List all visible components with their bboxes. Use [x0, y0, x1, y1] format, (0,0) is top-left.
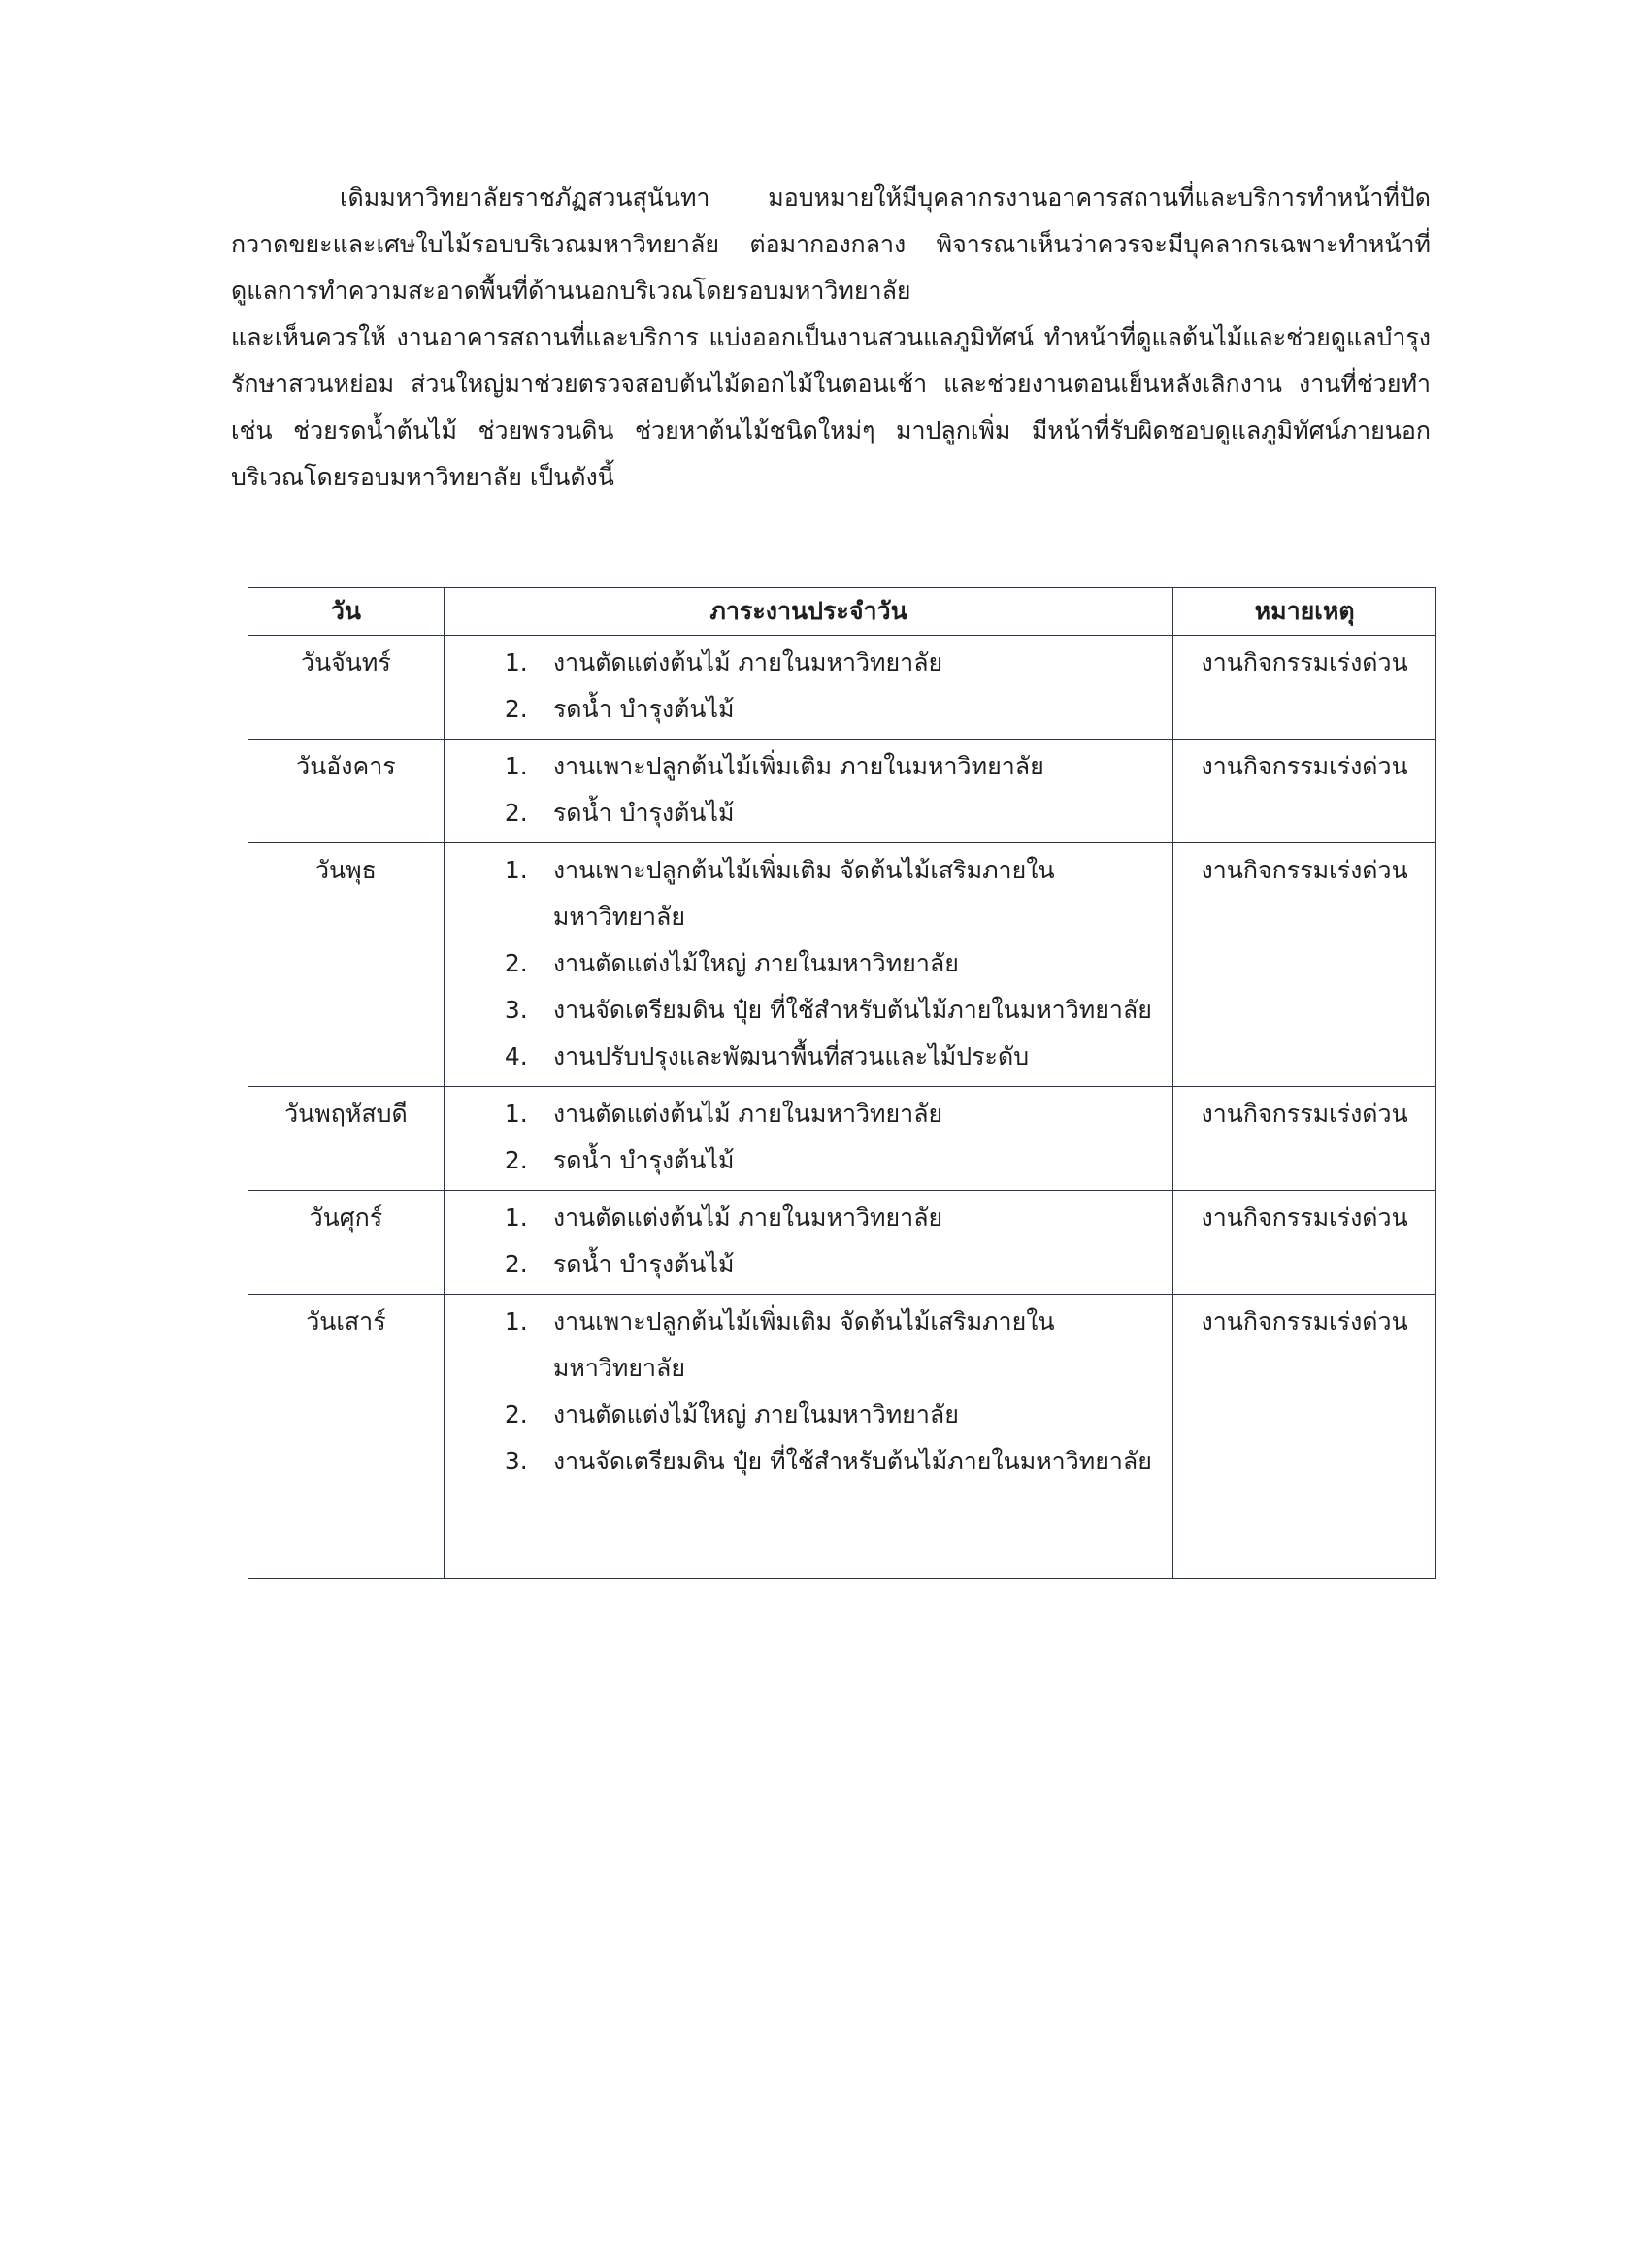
task-number: 3.: [504, 996, 528, 1024]
task-item: [445, 847, 1172, 940]
task-item: [445, 987, 1172, 1034]
task-text: งานตัดแต่งต้นไม้ ภายในมหาวิทยาลัย: [552, 648, 943, 676]
task-item: [445, 686, 1172, 733]
task-text: รดน้ำ บำรุงต้นไม้: [552, 799, 735, 827]
task-text: งานตัดแต่งต้นไม้ ภายในมหาวิทยาลัย: [552, 1100, 943, 1128]
table-row: [248, 1295, 1436, 1579]
task-text: งานตัดแต่งไม้ใหญ่ ภายในมหาวิทยาลัย: [552, 1400, 959, 1429]
table-header-row: [248, 588, 1436, 636]
table-body: [248, 636, 1436, 1579]
tasks-cell: [444, 1087, 1172, 1191]
table-row: [248, 636, 1436, 740]
table-row: [248, 843, 1436, 1087]
task-item: [445, 1137, 1172, 1184]
task-text: งานจัดเตรียมดิน ปุ๋ย ที่ใช้สำหรับต้นไม้ภายในมหาวิทยาลัย: [552, 996, 1152, 1024]
task-number: 2.: [504, 1146, 528, 1174]
task-number: 3.: [504, 1447, 528, 1475]
task-item: [445, 1241, 1172, 1288]
task-list: [445, 640, 1172, 733]
task-list: [445, 1195, 1172, 1288]
task-text: งานตัดแต่งไม้ใหญ่ ภายในมหาวิทยาลัย: [552, 949, 959, 977]
table-row: [248, 1087, 1436, 1191]
task-item: [445, 640, 1172, 686]
day-cell: วันศุกร์: [248, 1191, 445, 1295]
header-note: หมายเหตุ: [1173, 588, 1436, 636]
task-item: [445, 940, 1172, 987]
tasks-cell: [444, 1295, 1172, 1579]
task-item: [445, 1034, 1172, 1080]
note-cell: งานกิจกรรมเร่งด่วน: [1173, 1295, 1436, 1579]
task-number: 2.: [504, 799, 528, 827]
task-item: [445, 1392, 1172, 1438]
task-number: 1.: [504, 752, 528, 780]
task-number: 1.: [504, 1100, 528, 1128]
header-tasks: ภาระงานประจำวัน: [444, 588, 1172, 636]
task-number: 2.: [504, 695, 528, 723]
note-cell: งานกิจกรรมเร่งด่วน: [1173, 843, 1436, 1087]
table-row: [248, 740, 1436, 843]
task-number: 4.: [504, 1042, 528, 1070]
note-cell: งานกิจกรรมเร่งด่วน: [1173, 1191, 1436, 1295]
day-cell: วันเสาร์: [248, 1295, 445, 1579]
task-number: 1.: [504, 1203, 528, 1232]
task-number: 1.: [504, 648, 528, 676]
task-item: [445, 790, 1172, 837]
task-item: [445, 743, 1172, 790]
note-cell: งานกิจกรรมเร่งด่วน: [1173, 636, 1436, 740]
task-text: งานจัดเตรียมดิน ปุ๋ย ที่ใช้สำหรับต้นไม้ภายในมหาวิทยาลัย: [552, 1447, 1152, 1475]
tasks-cell: [444, 1191, 1172, 1295]
task-item: [445, 1298, 1172, 1392]
task-number: 2.: [504, 1250, 528, 1278]
task-text: งานเพาะปลูกต้นไม้เพิ่มเติม จัดต้นไม้เสริมภายในมหาวิทยาลัย: [552, 856, 1055, 931]
task-list: [445, 743, 1172, 837]
intro-paragraph-1: เดิมมหาวิทยาลัยราชภัฏสวนสุนันทา มอบหมายให้มีบุคลากรงานอาคารสถานที่และบริการทำหน้าที่ปัดกวาดขยะและเศษใบไม้รอบบริเวณมหาวิทยาลัย ต่อมากองกลาง พิจารณาเห็นว่าควรจะมีบุคลากรเฉพาะทำหน้าที่ดูแลการทำความสะอาดพื้นที่ด้านนอกบริเวณโดยรอบมหาวิทยาลัย: [231, 183, 1431, 305]
task-number: 1.: [504, 856, 528, 884]
task-number: 2.: [504, 1400, 528, 1429]
task-item: [445, 1195, 1172, 1241]
header-day: วัน: [248, 588, 445, 636]
task-item: [445, 1091, 1172, 1137]
note-cell: งานกิจกรรมเร่งด่วน: [1173, 1087, 1436, 1191]
day-cell: วันอังคาร: [248, 740, 445, 843]
task-item: [445, 1438, 1172, 1485]
intro-text: [231, 175, 1431, 501]
task-text: รดน้ำ บำรุงต้นไม้: [552, 695, 735, 723]
task-number: 2.: [504, 949, 528, 977]
task-text: งานปรับปรุงและพัฒนาพื้นที่สวนและไม้ประดับ: [552, 1042, 1030, 1070]
table-row: [248, 1191, 1436, 1295]
task-text: งานตัดแต่งต้นไม้ ภายในมหาวิทยาลัย: [552, 1203, 943, 1232]
task-text: งานเพาะปลูกต้นไม้เพิ่มเติม จัดต้นไม้เสริมภายในมหาวิทยาลัย: [552, 1307, 1055, 1382]
task-text: รดน้ำ บำรุงต้นไม้: [552, 1250, 735, 1278]
day-cell: วันพฤหัสบดี: [248, 1087, 445, 1191]
note-cell: งานกิจกรรมเร่งด่วน: [1173, 740, 1436, 843]
task-list: [445, 847, 1172, 1080]
tasks-cell: [444, 740, 1172, 843]
day-cell: วันจันทร์: [248, 636, 445, 740]
task-text: รดน้ำ บำรุงต้นไม้: [552, 1146, 735, 1174]
task-number: 1.: [504, 1307, 528, 1335]
task-list: [445, 1298, 1172, 1485]
task-text: งานเพาะปลูกต้นไม้เพิ่มเติม ภายในมหาวิทยาลัย: [552, 752, 1044, 780]
intro-paragraph-2: และเห็นควรให้ งานอาคารสถานที่และบริการ แบ่งออกเป็นงานสวนแลภูมิทัศน์ ทำหน้าที่ดูแลต้นไม้และช่วยดูแลบำรุงรักษาสวนหย่อม ส่วนใหญ่มาช่วยตรวจสอบต้นไม้ดอกไม้ในตอนเช้า และช่วยงานตอนเย็นหลังเลิกงาน งานที่ช่วยทำ เช่น ช่วยรดน้ำต้นไม้ ช่วยพรวนดิน ช่วยหาต้นไม้ชนิดใหม่ๆ มาปลูกเพิ่ม มีหน้าที่รับผิดชอบดูแลภูมิทัศน์ภายนอกบริเวณโดยรอบมหาวิทยาลัย เป็นดังนี้: [231, 323, 1431, 491]
tasks-cell: [444, 636, 1172, 740]
task-list: [445, 1091, 1172, 1184]
day-cell: วันพุธ: [248, 843, 445, 1087]
daily-duty-table: [248, 587, 1436, 1579]
tasks-cell: [444, 843, 1172, 1087]
